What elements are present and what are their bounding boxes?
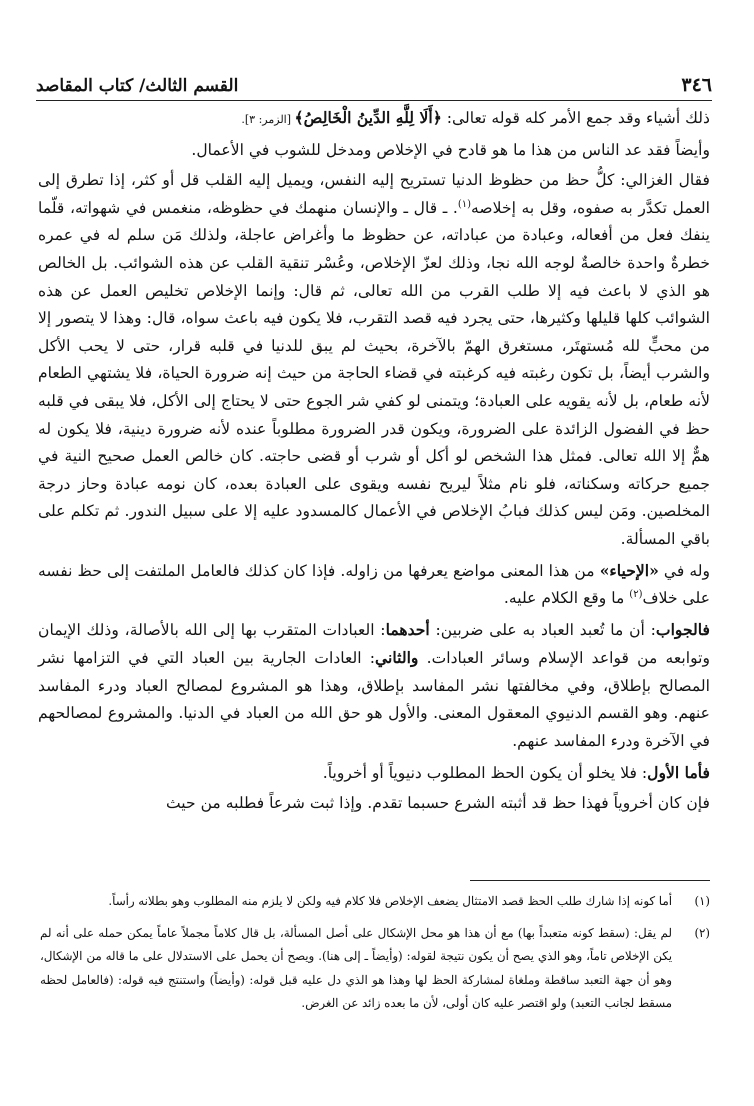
footnote-2-number: (٢) (694, 925, 710, 940)
running-title: القسم الثالث/ كتاب المقاصد (36, 76, 239, 96)
second-type-label: والثاني (375, 648, 419, 668)
quran-verse: ﴿أَلَا لِلَّهِ الدِّينُ الْخَالِصُ﴾ (294, 108, 442, 127)
verse-reference: [الزمر: ٣]. (241, 113, 295, 126)
paragraph-6 (38, 759, 710, 788)
paragraph-1 (38, 104, 710, 134)
book-title-ihya: «الإحياء» (599, 560, 659, 580)
first-type-label: أحدهما (385, 619, 430, 639)
paragraph-7: فإن كان أخروياً فهذا حظ قد أثبته الشرع حسبما تقدم. وإذا ثبت شرعاً فطلبه من حيث (165, 794, 710, 813)
footnote-1-number: (١) (694, 894, 710, 908)
answer-heading: فالجواب (655, 619, 710, 639)
footnote-1-text: أما كونه إذا شارك طلب الحظ قصد الامتثال يضعف الإخلاص فلا كلام فيه ولكن لا يلزم منه المطلوب وهو بطلانه رأساً. (108, 894, 672, 908)
paragraph-3 (38, 167, 710, 553)
paragraph-4-text-c: ما وقع الكلام عليه. (503, 589, 630, 608)
footnote-marker-2[interactable]: (٢) (629, 588, 643, 600)
paragraph-5-text-b: : العبادات المتقرب بها إلى الله بالأصالة، وذلك الإيمان وتوابعه من قواعد الإسلام وسائر العبادات. (38, 620, 711, 668)
footnotes (40, 890, 710, 1024)
paragraph-5 (38, 616, 710, 756)
paragraph-5-text-a: : أن ما تُعبد العباد به على ضربين: (429, 620, 656, 639)
paragraph-5-text-c: : العادات الجارية بين العباد التي في التزامها نشر المصالح بإطلاق، وفي مخالفتها نشر المفاسد بإطلاق، وهذا هو المشروع لمصالح العباد ودرء المفاسد عنهم. وهو القسم الدنيوي المعقول المعنى. والأول هو حق الله من العباد في الدنيا. والمشروع لمصالحهم في الآخرة ودرء المفاسد عنهم. (38, 649, 710, 751)
footnote-marker-1[interactable]: (١) (457, 198, 472, 210)
footnote-2 (40, 922, 710, 1016)
paragraph-3-text-a: فقال الغزالي: كلُّ حظ من حظوظ الدنيا تستريح إليه النفس، ويميل إليه القلب قل أو كثر، إذا تطرق إلى العمل تكدَّر به صفوه، وقل به إخلاصه (38, 171, 710, 217)
page-number: ٣٤٦ (681, 74, 712, 96)
paragraph-2: وأيضاً فقد عد الناس من هذا ما هو قادح في الإخلاص ومدخل للشوب في الأعمال. (191, 140, 710, 159)
footnote-2-text: لم يقل: (سقط كونه متعبداً بها) مع أن هذا هو محل الإشكال على أصل المسألة، بل قال كلاماً مجملاً عاماً يمكن حمله على أنه لم يكن الإخلاص تاماً، وهو الذي يصح أن يكون نتيجة لقوله: (وأيضاً ـ إلى هنا). ويصح أن يحمل على الاستدلال على ما قاله من الإشكال، وهو أن جهة التعبد ساقطة وملغاة لمشاركة الحظ لها وهذا هو الذي دل عليه قبل قوله: (وأيضاً) واستنتج فيه قوله: (فالعامل لحظه مسقط لجانب التعبد) ولو اقتصر عليه كان أولى، لأن ما بعده زائد عن الغرض. (40, 925, 672, 1010)
page-header (36, 62, 712, 101)
paragraph-4-text-a: وله في (658, 561, 710, 580)
paragraph-3-text-b: . ـ قال ـ والإنسان منهمك في حظوظه، منغمس في شهواته، قلّما ينفك فعل من أفعاله، وعبادة من عباداته، عن حظوظ ما وأغراض عاجلة، ولذلك مَن سلم له في عمره خطرةٌ واحدة خالصةٌ لوجه الله نجا، وذلك لعزّ الإخلاص، وعُسْر تنقية القلب عن هذه الشوائب. بل الخالص هو الذي لا باعث فيه إلا طلب القرب من الله تعالى، ثم قال: وإنما الإخلاص تخليص العمل عن هذه الشوائب كلها قليلها وكثيرها، حتى يجرد فيه قصد التقرب، فلا يكون فيه باعث سواه، قال: وهذا لا يتصور إلا من محبٍّ لله مُستهتَر، مستغرق الهمّ بالآخرة، بحيث لم يبق للدنيا في قلبه قرار، حتى لا يحب الأكل والشرب أيضاً، بل تكون رغبته فيه كرغبته في قضاء الحاجة من حيث إنه ضرورة الحياة، فلا يشتهي الطعام لأنه طعام، بل لأنه يقويه على العبادة؛ ويتمنى لو كفي شر الجوع حتى لا يحتاج إلى الأكل، فلا يبقى في قلبه حظ في الفضول الزائدة على الضرورة، ويكون قدر الضرورة مطلوباً عنده لأنه ضرورة دينية، فلا يكون له همٌّ إلا الله تعالى. فمثل هذا الشخص لو أكل أو شرب أو قضى حاجته. كان خالص العمل صحيح النية في جميع حركاته وسكناته، فلو نام مثلاً ليريح نفسه ويقوى على العبادة بعده، كان نومه عبادة وحاز درجة المخلصين. ومَن ليس كذلك فبابُ الإخلاص في الأعمال كالمسدود عليه إلا على سبيل الندور. ثم تكلم على باقي المسألة. (38, 198, 711, 548)
paragraph-1-text: ذلك أشياء وقد جمع الأمر كله قوله تعالى: (441, 109, 710, 127)
first-case-heading: فأما الأول (647, 762, 710, 782)
paragraph-4 (38, 557, 710, 613)
paragraph-6-text: : فلا يخلو أن يكون الحظ المطلوب دنيوياً أو أخروياً. (322, 763, 648, 782)
paragraph-4-text-b: من هذا المعنى مواضع يعرفها من زاوله. فإذا كان كذلك فالعامل الملتفت إلى حظ نفسه على خلاف (38, 561, 710, 608)
main-text (38, 104, 710, 821)
footnote-1 (40, 890, 710, 914)
footnote-divider (470, 880, 710, 881)
